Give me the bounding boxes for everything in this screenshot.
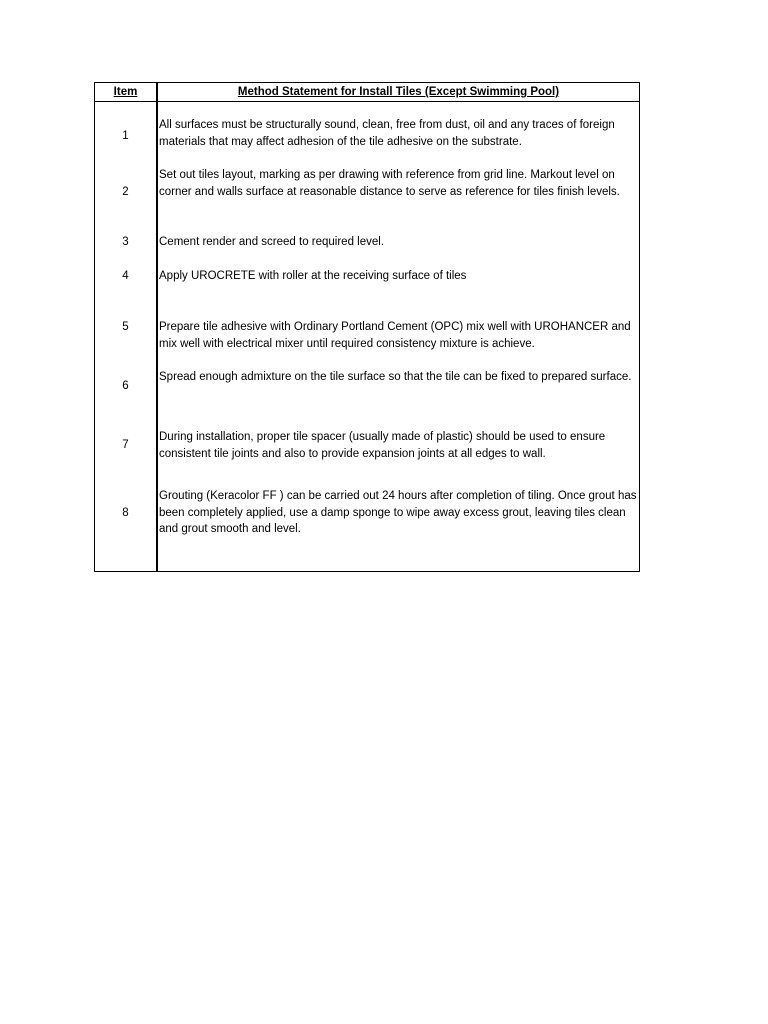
- item-description: Apply UROCRETE with roller at the receiving surface of tiles: [159, 270, 467, 282]
- item-description: Cement render and screed to required level.: [159, 236, 385, 248]
- column-divider: [156, 83, 158, 571]
- item-description: During installation, proper tile spacer (usually made of plastic) should be used to ensure consistent tile joints and also to provide expansion joints at all edges to wall.: [159, 431, 606, 460]
- header-item: Item: [113, 86, 138, 98]
- item-number: 6: [122, 380, 129, 392]
- item-number: 3: [122, 236, 129, 248]
- method-statement-table: [94, 82, 640, 572]
- item-number: 2: [122, 186, 129, 198]
- item-number: 4: [122, 270, 129, 282]
- item-number: 1: [122, 130, 129, 142]
- item-description: Set out tiles layout, marking as per drawing with reference from grid line. Markout level on corner and walls surface at reasonable distance to serve as reference for tiles finish levels.: [159, 169, 620, 198]
- item-description: Prepare tile adhesive with Ordinary Portland Cement (OPC) mix well with UROHANCER and mix well with electrical mixer until required consistency mixture is achieve.: [159, 321, 631, 350]
- item-description: Spread enough admixture on the tile surface so that the tile can be fixed to prepared surface.: [159, 371, 632, 383]
- item-number: 7: [122, 439, 129, 451]
- item-description: Grouting (Keracolor FF ) can be carried out 24 hours after completion of tiling. Once grout has been completely applied, use a damp sponge to wipe away excess grout, leaving tiles clean and grout smooth and level.: [159, 490, 637, 536]
- item-number: 5: [122, 321, 129, 333]
- table-header: [95, 83, 639, 102]
- item-number: 8: [122, 507, 129, 519]
- header-method: Method Statement for Install Tiles (Except Swimming Pool): [237, 86, 560, 98]
- item-description: All surfaces must be structurally sound, clean, free from dust, oil and any traces of foreign materials that may affect adhesion of the tile adhesive on the substrate.: [159, 119, 615, 148]
